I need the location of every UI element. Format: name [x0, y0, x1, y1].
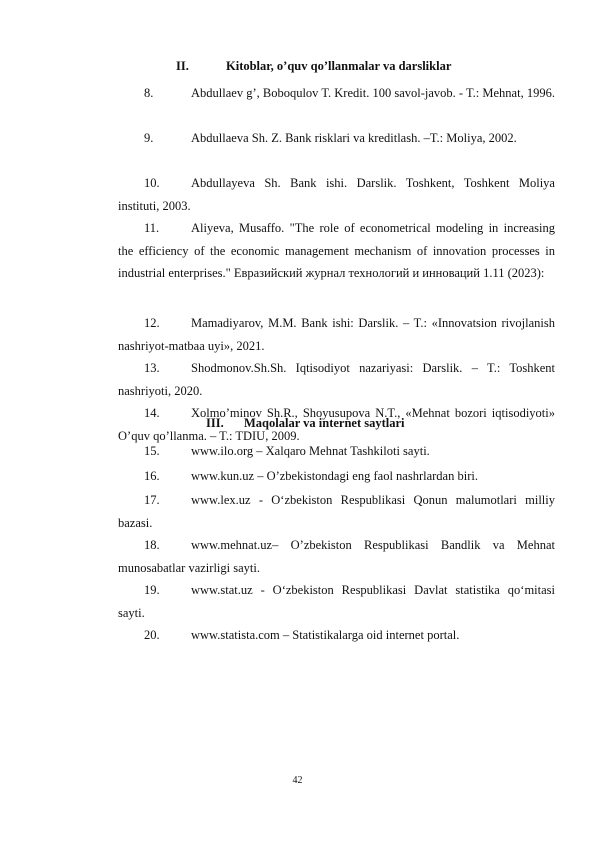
reference-entry	[118, 624, 555, 647]
entry-text: www.ilo.org – Xalqaro Mehnat Tashkiloti sayti.	[191, 444, 430, 458]
entry-text: www.statista.com – Statistikalarga oid internet portal.	[191, 628, 460, 642]
reference-entry	[118, 127, 555, 150]
reference-entry	[118, 82, 555, 105]
section-title: Maqolalar va internet saytlari	[244, 416, 405, 430]
reference-entry	[118, 312, 555, 357]
section-title: Kitoblar, o’quv qo’llanmalar va darsliklar	[226, 59, 452, 73]
entry-text: Xolmo’minov Sh.R., Shoyusupova N.T., «Mehnat bozori iqtisodiyoti» O’quv qo’llanma. – T.: TDIU, 2009.	[118, 406, 555, 443]
entry-number: 13.	[144, 361, 160, 375]
reference-entry	[118, 357, 555, 402]
entry-number: 20.	[144, 628, 160, 642]
section-number: III.	[206, 416, 224, 430]
reference-entry	[118, 440, 555, 463]
reference-entry	[118, 489, 555, 534]
entry-text: Shodmonov.Sh.Sh. Iqtisodiyot nazariyasi: Darslik. – T.: Toshkent nashriyoti, 2020.	[118, 361, 555, 398]
entry-text: www.kun.uz – O’zbekistondagi eng faol nashrlardan biri.	[191, 469, 478, 483]
entry-text: Abdullaev g’, Boboqulov T. Kredit. 100 savol-javob. - T.: Mehnat, 1996.	[191, 86, 555, 100]
page-number: 42	[292, 775, 303, 786]
entry-number: 8.	[144, 86, 154, 100]
entry-text: Aliyeva, Musaffo. "The role of econometrical modeling in increasing the efficiency of the economic management mechanism of innovation processes in industrial enterprises." Евразийский журнал технологий и инноваций 1.11 (2023):	[118, 221, 555, 281]
entry-number: 14.	[144, 406, 160, 420]
reference-entry	[118, 217, 555, 285]
section-heading-books	[176, 58, 451, 74]
entry-text: www.stat.uz - O‘zbekiston Respublikasi Davlat statistika qo‘mitasi sayti.	[118, 583, 555, 620]
entry-text: Abdullaeva Sh. Z. Bank risklari va kreditlash. –T.: Moliya, 2002.	[191, 131, 517, 145]
entry-number: 17.	[144, 493, 160, 507]
entry-text: Mamadiyarov, M.M. Bank ishi: Darslik. – T.: «Innovatsion rivojlanish nashriyot-matbaa uyi», 2021.	[118, 316, 555, 353]
entry-number: 15.	[144, 444, 160, 458]
entry-number: 10.	[144, 176, 160, 190]
entry-text: www.lex.uz - O‘zbekiston Respublikasi Qonun malumotlari milliy bazasi.	[118, 493, 555, 530]
reference-entry	[118, 579, 555, 624]
entry-number: 19.	[144, 583, 160, 597]
reference-entry	[118, 534, 555, 579]
entry-text: www.mehnat.uz– O’zbekiston Respublikasi Bandlik va Mehnat munosabatlar vazirligi sayti.	[118, 538, 555, 575]
entry-number: 16.	[144, 469, 160, 483]
section-number: II.	[176, 59, 189, 73]
reference-entry	[118, 172, 555, 217]
entry-number: 18.	[144, 538, 160, 552]
entry-number: 11.	[144, 221, 160, 235]
entry-number: 12.	[144, 316, 160, 330]
reference-entry	[118, 465, 555, 488]
entry-number: 9.	[144, 131, 154, 145]
entry-text: Abdullayeva Sh. Bank ishi. Darslik. Toshkent, Toshkent Moliya instituti, 2003.	[118, 176, 555, 213]
